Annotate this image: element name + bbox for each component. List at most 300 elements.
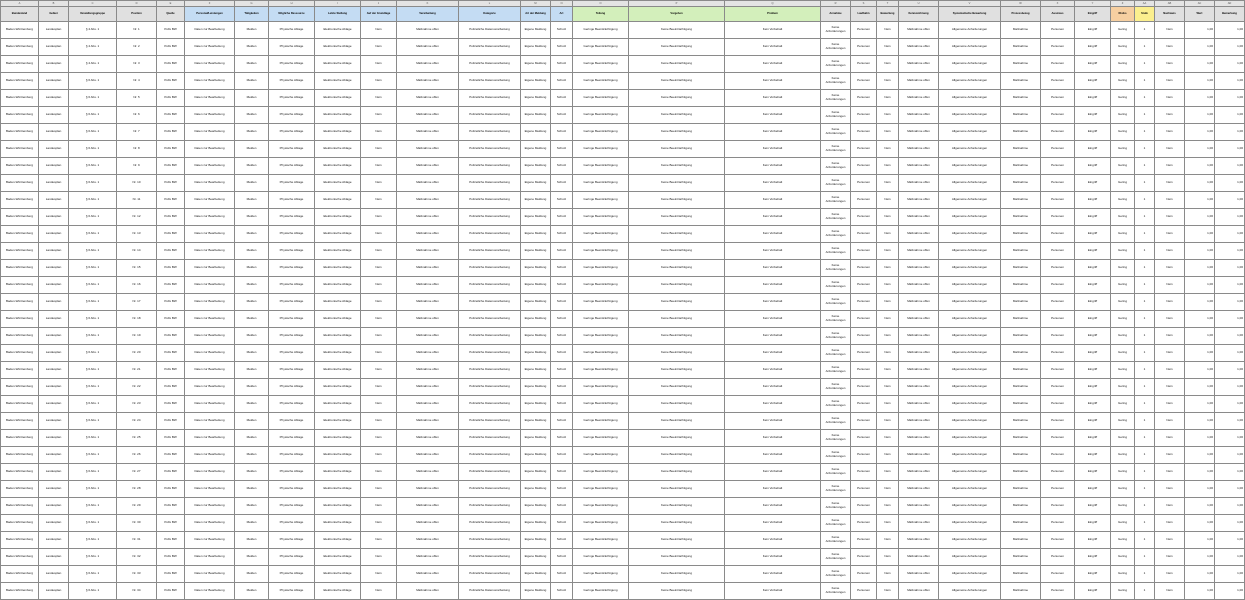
- table-cell[interactable]: Maßnahme: [1001, 276, 1041, 293]
- table-cell[interactable]: Personen: [851, 225, 877, 242]
- table-cell[interactable]: 1,00: [1185, 412, 1215, 429]
- table-cell[interactable]: 1,00: [1185, 55, 1215, 72]
- table-cell[interactable]: Nein: [361, 259, 397, 276]
- table-cell[interactable]: Eingriff: [1075, 123, 1111, 140]
- table-cell[interactable]: Polizeiliche Datenverarbeitung: [459, 174, 521, 191]
- table-cell[interactable]: Eingriff: [1075, 259, 1111, 276]
- table-cell[interactable]: Eigene Meldung: [521, 174, 551, 191]
- table-cell[interactable]: 1: [1135, 225, 1155, 242]
- table-cell[interactable]: Maßnahme offen: [397, 140, 459, 157]
- table-cell[interactable]: Gering: [1111, 395, 1135, 412]
- table-cell[interactable]: Baden-Württemberg: [1, 480, 39, 497]
- table-cell[interactable]: Gering: [1111, 565, 1135, 582]
- table-cell[interactable]: Personen: [1041, 259, 1075, 276]
- table-cell[interactable]: Keine Beeinträchtigung: [629, 174, 725, 191]
- table-cell[interactable]: Eingriff: [1075, 412, 1111, 429]
- table-cell[interactable]: Kein Vorbehalt: [725, 565, 821, 582]
- column-header[interactable]: Verarbeitung: [397, 7, 459, 22]
- table-cell[interactable]: Nein: [877, 497, 899, 514]
- table-cell[interactable]: Nr. 6: [117, 106, 157, 123]
- table-cell[interactable]: 1,00: [1215, 242, 1245, 259]
- table-cell[interactable]: Maßnahme offen: [899, 106, 939, 123]
- table-cell[interactable]: Nein: [1155, 344, 1185, 361]
- table-cell[interactable]: Geringe Beeinträchtigung: [573, 72, 629, 89]
- table-cell[interactable]: Eingriff: [1075, 89, 1111, 106]
- table-cell[interactable]: Maßnahme: [1001, 55, 1041, 72]
- table-cell[interactable]: Nr. 34: [117, 582, 157, 599]
- table-cell[interactable]: Baden-Württemberg: [1, 395, 39, 412]
- table-cell[interactable]: Daten zur Bearbeitung: [185, 361, 235, 378]
- table-cell[interactable]: Melden: [235, 565, 269, 582]
- table-cell[interactable]: Daten zur Bearbeitung: [185, 310, 235, 327]
- table-cell[interactable]: 1: [1135, 259, 1155, 276]
- table-cell[interactable]: Geringe Beeinträchtigung: [573, 140, 629, 157]
- table-cell[interactable]: Nein: [361, 89, 397, 106]
- table-cell[interactable]: Personen: [851, 514, 877, 531]
- table-cell[interactable]: Elektronische Ablage: [315, 463, 361, 480]
- table-cell[interactable]: Eingriff: [1075, 157, 1111, 174]
- table-cell[interactable]: Melden: [235, 497, 269, 514]
- table-cell[interactable]: Landesplan: [39, 276, 69, 293]
- table-cell[interactable]: 1: [1135, 429, 1155, 446]
- column-letter[interactable]: W: [1001, 1, 1041, 7]
- table-cell[interactable]: Personen: [851, 38, 877, 55]
- table-cell[interactable]: Gering: [1111, 548, 1135, 565]
- table-cell[interactable]: 1,00: [1185, 293, 1215, 310]
- table-cell[interactable]: Allgemeine Anforderungen: [939, 259, 1001, 276]
- column-header[interactable]: Laufbahn: [851, 7, 877, 22]
- table-cell[interactable]: Nr. 26: [117, 446, 157, 463]
- table-cell[interactable]: PolG BW: [157, 395, 185, 412]
- table-cell[interactable]: Nein: [1155, 191, 1185, 208]
- table-cell[interactable]: Keine Anforderungen: [821, 123, 851, 140]
- table-cell[interactable]: Keine Anforderungen: [821, 361, 851, 378]
- table-cell[interactable]: Nein: [1155, 446, 1185, 463]
- table-cell[interactable]: Physische Ablage: [269, 446, 315, 463]
- table-cell[interactable]: Kein Vorbehalt: [725, 497, 821, 514]
- table-cell[interactable]: Maßnahme: [1001, 191, 1041, 208]
- table-cell[interactable]: Keine Beeinträchtigung: [629, 140, 725, 157]
- table-cell[interactable]: Nein: [361, 395, 397, 412]
- column-header[interactable]: Prozessbezug: [1001, 7, 1041, 22]
- table-cell[interactable]: Nein: [361, 55, 397, 72]
- table-cell[interactable]: Eingriff: [1075, 344, 1111, 361]
- table-cell[interactable]: Allgemeine Anforderungen: [939, 582, 1001, 599]
- table-cell[interactable]: Nr. 31: [117, 531, 157, 548]
- table-cell[interactable]: Elektronische Ablage: [315, 259, 361, 276]
- table-cell[interactable]: Keine Anforderungen: [821, 344, 851, 361]
- table-cell[interactable]: Personen: [1041, 72, 1075, 89]
- table-cell[interactable]: Geringe Beeinträchtigung: [573, 361, 629, 378]
- table-cell[interactable]: Polizeiliche Datenverarbeitung: [459, 106, 521, 123]
- column-header[interactable]: Auf der Grundlage: [361, 7, 397, 22]
- table-cell[interactable]: Melden: [235, 259, 269, 276]
- table-cell[interactable]: Nein: [361, 140, 397, 157]
- table-cell[interactable]: Allgemeine Anforderungen: [939, 242, 1001, 259]
- table-cell[interactable]: Maßnahme: [1001, 225, 1041, 242]
- table-cell[interactable]: Kein Vorbehalt: [725, 21, 821, 38]
- table-cell[interactable]: Maßnahme: [1001, 140, 1041, 157]
- table-cell[interactable]: Eingriff: [1075, 582, 1111, 599]
- table-cell[interactable]: § 6 Abs. 1: [69, 123, 117, 140]
- table-cell[interactable]: Melden: [235, 514, 269, 531]
- table-cell[interactable]: Schutz: [551, 361, 573, 378]
- table-cell[interactable]: Eigene Meldung: [521, 140, 551, 157]
- table-cell[interactable]: Personen: [1041, 225, 1075, 242]
- table-cell[interactable]: Kein Vorbehalt: [725, 72, 821, 89]
- table-cell[interactable]: Schutz: [551, 89, 573, 106]
- table-cell[interactable]: PolG BW: [157, 429, 185, 446]
- table-cell[interactable]: Maßnahme offen: [899, 191, 939, 208]
- table-cell[interactable]: Eigene Meldung: [521, 582, 551, 599]
- table-cell[interactable]: 1,00: [1215, 21, 1245, 38]
- table-cell[interactable]: Elektronische Ablage: [315, 378, 361, 395]
- table-cell[interactable]: Gering: [1111, 225, 1135, 242]
- table-cell[interactable]: § 6 Abs. 1: [69, 463, 117, 480]
- table-cell[interactable]: Personen: [851, 497, 877, 514]
- table-cell[interactable]: Allgemeine Anforderungen: [939, 429, 1001, 446]
- table-cell[interactable]: § 6 Abs. 1: [69, 412, 117, 429]
- table-cell[interactable]: § 6 Abs. 1: [69, 361, 117, 378]
- table-cell[interactable]: 1,00: [1185, 225, 1215, 242]
- table-cell[interactable]: Daten zur Bearbeitung: [185, 21, 235, 38]
- table-cell[interactable]: Keine Beeinträchtigung: [629, 259, 725, 276]
- table-cell[interactable]: PolG BW: [157, 21, 185, 38]
- table-cell[interactable]: Eingriff: [1075, 242, 1111, 259]
- table-cell[interactable]: Maßnahme offen: [899, 242, 939, 259]
- table-cell[interactable]: Maßnahme: [1001, 72, 1041, 89]
- table-cell[interactable]: Polizeiliche Datenverarbeitung: [459, 276, 521, 293]
- table-cell[interactable]: Maßnahme offen: [899, 480, 939, 497]
- table-cell[interactable]: PolG BW: [157, 276, 185, 293]
- table-cell[interactable]: Baden-Württemberg: [1, 208, 39, 225]
- table-cell[interactable]: Daten zur Bearbeitung: [185, 123, 235, 140]
- table-cell[interactable]: Nein: [361, 72, 397, 89]
- column-header[interactable]: Kategorie: [459, 7, 521, 22]
- table-cell[interactable]: 1,00: [1185, 157, 1215, 174]
- table-cell[interactable]: Personen: [1041, 89, 1075, 106]
- table-cell[interactable]: Eigene Meldung: [521, 72, 551, 89]
- table-cell[interactable]: Personen: [1041, 565, 1075, 582]
- table-cell[interactable]: 1,00: [1215, 140, 1245, 157]
- table-cell[interactable]: Eingriff: [1075, 327, 1111, 344]
- table-cell[interactable]: Melden: [235, 412, 269, 429]
- table-cell[interactable]: Maßnahme offen: [397, 497, 459, 514]
- table-cell[interactable]: Maßnahme offen: [397, 157, 459, 174]
- table-cell[interactable]: 1,00: [1185, 514, 1215, 531]
- table-cell[interactable]: Polizeiliche Datenverarbeitung: [459, 514, 521, 531]
- table-cell[interactable]: § 6 Abs. 1: [69, 378, 117, 395]
- table-cell[interactable]: Nein: [877, 531, 899, 548]
- table-cell[interactable]: Eigene Meldung: [521, 395, 551, 412]
- column-header[interactable]: Tätigkeiten: [235, 7, 269, 22]
- table-cell[interactable]: 1: [1135, 72, 1155, 89]
- table-cell[interactable]: 1,00: [1215, 497, 1245, 514]
- table-cell[interactable]: 1: [1135, 344, 1155, 361]
- table-cell[interactable]: Keine Beeinträchtigung: [629, 497, 725, 514]
- table-cell[interactable]: Personen: [851, 565, 877, 582]
- table-cell[interactable]: Melden: [235, 55, 269, 72]
- table-cell[interactable]: Personen: [1041, 327, 1075, 344]
- table-cell[interactable]: Nein: [361, 38, 397, 55]
- table-cell[interactable]: Polizeiliche Datenverarbeitung: [459, 531, 521, 548]
- table-cell[interactable]: Elektronische Ablage: [315, 395, 361, 412]
- table-cell[interactable]: Eingriff: [1075, 531, 1111, 548]
- table-cell[interactable]: Maßnahme offen: [899, 463, 939, 480]
- table-cell[interactable]: § 6 Abs. 1: [69, 72, 117, 89]
- table-cell[interactable]: Gering: [1111, 361, 1135, 378]
- table-cell[interactable]: 1,00: [1185, 395, 1215, 412]
- table-cell[interactable]: 1: [1135, 208, 1155, 225]
- table-cell[interactable]: Nr. 15: [117, 259, 157, 276]
- column-letter[interactable]: C: [69, 1, 117, 7]
- table-cell[interactable]: Schutz: [551, 55, 573, 72]
- table-cell[interactable]: Kein Vorbehalt: [725, 242, 821, 259]
- table-cell[interactable]: Gering: [1111, 514, 1135, 531]
- column-header[interactable]: Nachweis: [1155, 7, 1185, 22]
- table-cell[interactable]: Nein: [877, 361, 899, 378]
- table-cell[interactable]: Elektronische Ablage: [315, 497, 361, 514]
- column-letter[interactable]: T: [877, 1, 899, 7]
- table-cell[interactable]: Baden-Württemberg: [1, 582, 39, 599]
- table-cell[interactable]: Maßnahme offen: [899, 412, 939, 429]
- column-letter[interactable]: K: [397, 1, 459, 7]
- column-letter[interactable]: Z: [1111, 1, 1135, 7]
- table-cell[interactable]: Gering: [1111, 412, 1135, 429]
- table-cell[interactable]: Baden-Württemberg: [1, 429, 39, 446]
- table-cell[interactable]: Nr. 10: [117, 174, 157, 191]
- table-cell[interactable]: Kein Vorbehalt: [725, 429, 821, 446]
- table-cell[interactable]: Maßnahme offen: [899, 174, 939, 191]
- table-cell[interactable]: Gering: [1111, 531, 1135, 548]
- table-cell[interactable]: Physische Ablage: [269, 259, 315, 276]
- column-header[interactable]: Mögliche Ressource: [269, 7, 315, 22]
- table-cell[interactable]: Allgemeine Anforderungen: [939, 276, 1001, 293]
- table-cell[interactable]: Schutz: [551, 276, 573, 293]
- table-cell[interactable]: Personen: [1041, 276, 1075, 293]
- table-cell[interactable]: Melden: [235, 106, 269, 123]
- table-cell[interactable]: Eingriff: [1075, 361, 1111, 378]
- table-cell[interactable]: Maßnahme offen: [397, 514, 459, 531]
- table-cell[interactable]: Schutz: [551, 565, 573, 582]
- table-cell[interactable]: Landesplan: [39, 21, 69, 38]
- table-cell[interactable]: Daten zur Bearbeitung: [185, 140, 235, 157]
- table-cell[interactable]: Elektronische Ablage: [315, 327, 361, 344]
- table-cell[interactable]: PolG BW: [157, 106, 185, 123]
- table-cell[interactable]: Maßnahme offen: [397, 531, 459, 548]
- table-cell[interactable]: Allgemeine Anforderungen: [939, 480, 1001, 497]
- table-cell[interactable]: Nein: [361, 310, 397, 327]
- table-cell[interactable]: Keine Beeinträchtigung: [629, 208, 725, 225]
- table-cell[interactable]: Landesplan: [39, 38, 69, 55]
- table-cell[interactable]: Elektronische Ablage: [315, 531, 361, 548]
- table-cell[interactable]: Eingriff: [1075, 514, 1111, 531]
- table-cell[interactable]: Schutz: [551, 208, 573, 225]
- table-cell[interactable]: Maßnahme offen: [397, 174, 459, 191]
- table-cell[interactable]: Nein: [877, 174, 899, 191]
- table-cell[interactable]: § 6 Abs. 1: [69, 565, 117, 582]
- table-cell[interactable]: Maßnahme offen: [397, 480, 459, 497]
- table-cell[interactable]: Allgemeine Anforderungen: [939, 191, 1001, 208]
- table-cell[interactable]: Schutz: [551, 310, 573, 327]
- table-cell[interactable]: Geringe Beeinträchtigung: [573, 191, 629, 208]
- table-cell[interactable]: Elektronische Ablage: [315, 191, 361, 208]
- table-cell[interactable]: Allgemeine Anforderungen: [939, 565, 1001, 582]
- table-cell[interactable]: Allgemeine Anforderungen: [939, 157, 1001, 174]
- table-cell[interactable]: 1,00: [1185, 310, 1215, 327]
- table-cell[interactable]: PolG BW: [157, 531, 185, 548]
- table-cell[interactable]: Kein Vorbehalt: [725, 378, 821, 395]
- table-cell[interactable]: Allgemeine Anforderungen: [939, 497, 1001, 514]
- table-cell[interactable]: Gering: [1111, 38, 1135, 55]
- table-cell[interactable]: 1: [1135, 123, 1155, 140]
- column-letter[interactable]: O: [573, 1, 629, 7]
- table-cell[interactable]: Physische Ablage: [269, 429, 315, 446]
- column-header[interactable]: Letzte Stellung: [315, 7, 361, 22]
- table-cell[interactable]: § 6 Abs. 1: [69, 242, 117, 259]
- table-cell[interactable]: Keine Anforderungen: [821, 242, 851, 259]
- table-cell[interactable]: Allgemeine Anforderungen: [939, 140, 1001, 157]
- table-cell[interactable]: Nein: [361, 344, 397, 361]
- table-cell[interactable]: Geringe Beeinträchtigung: [573, 21, 629, 38]
- table-cell[interactable]: Personen: [1041, 514, 1075, 531]
- table-cell[interactable]: Nr. 17: [117, 293, 157, 310]
- table-cell[interactable]: Baden-Württemberg: [1, 106, 39, 123]
- table-cell[interactable]: Maßnahme: [1001, 497, 1041, 514]
- table-cell[interactable]: Gering: [1111, 344, 1135, 361]
- table-cell[interactable]: Schutz: [551, 497, 573, 514]
- table-cell[interactable]: Keine Anforderungen: [821, 21, 851, 38]
- table-cell[interactable]: Elektronische Ablage: [315, 123, 361, 140]
- table-cell[interactable]: 1,00: [1215, 123, 1245, 140]
- table-cell[interactable]: Schutz: [551, 123, 573, 140]
- table-cell[interactable]: PolG BW: [157, 140, 185, 157]
- table-cell[interactable]: Melden: [235, 480, 269, 497]
- table-cell[interactable]: Nein: [361, 497, 397, 514]
- table-cell[interactable]: Physische Ablage: [269, 21, 315, 38]
- table-cell[interactable]: Melden: [235, 327, 269, 344]
- table-cell[interactable]: Maßnahme offen: [397, 123, 459, 140]
- table-cell[interactable]: Nein: [1155, 361, 1185, 378]
- table-cell[interactable]: Nein: [877, 429, 899, 446]
- table-cell[interactable]: 1,00: [1215, 395, 1245, 412]
- table-cell[interactable]: Personen: [851, 55, 877, 72]
- table-cell[interactable]: Baden-Württemberg: [1, 463, 39, 480]
- table-cell[interactable]: Schutz: [551, 21, 573, 38]
- table-cell[interactable]: Landesplan: [39, 310, 69, 327]
- column-letter[interactable]: M: [521, 1, 551, 7]
- table-cell[interactable]: Landesplan: [39, 395, 69, 412]
- column-letter[interactable]: P: [629, 1, 725, 7]
- table-cell[interactable]: Kein Vorbehalt: [725, 140, 821, 157]
- table-cell[interactable]: Nein: [1155, 174, 1185, 191]
- table-cell[interactable]: Personen: [851, 208, 877, 225]
- column-letter[interactable]: H: [269, 1, 315, 7]
- table-cell[interactable]: PolG BW: [157, 157, 185, 174]
- table-cell[interactable]: Polizeiliche Datenverarbeitung: [459, 344, 521, 361]
- table-cell[interactable]: Nein: [1155, 293, 1185, 310]
- table-cell[interactable]: PolG BW: [157, 89, 185, 106]
- table-cell[interactable]: Daten zur Bearbeitung: [185, 531, 235, 548]
- table-cell[interactable]: Maßnahme offen: [397, 361, 459, 378]
- table-cell[interactable]: 1,00: [1215, 157, 1245, 174]
- table-cell[interactable]: Nein: [1155, 582, 1185, 599]
- table-cell[interactable]: Keine Anforderungen: [821, 208, 851, 225]
- table-cell[interactable]: Physische Ablage: [269, 514, 315, 531]
- table-cell[interactable]: Nr. 18: [117, 310, 157, 327]
- table-cell[interactable]: Melden: [235, 548, 269, 565]
- table-cell[interactable]: Geringe Beeinträchtigung: [573, 514, 629, 531]
- table-cell[interactable]: Allgemeine Anforderungen: [939, 225, 1001, 242]
- table-cell[interactable]: Gering: [1111, 259, 1135, 276]
- table-cell[interactable]: Nr. 13: [117, 225, 157, 242]
- table-cell[interactable]: Polizeiliche Datenverarbeitung: [459, 191, 521, 208]
- table-cell[interactable]: Polizeiliche Datenverarbeitung: [459, 429, 521, 446]
- table-cell[interactable]: Geringe Beeinträchtigung: [573, 276, 629, 293]
- table-cell[interactable]: Personen: [851, 361, 877, 378]
- table-cell[interactable]: 1,00: [1185, 344, 1215, 361]
- table-cell[interactable]: 1: [1135, 446, 1155, 463]
- table-cell[interactable]: Nein: [1155, 21, 1185, 38]
- table-cell[interactable]: Eingriff: [1075, 446, 1111, 463]
- table-cell[interactable]: Nein: [361, 378, 397, 395]
- table-cell[interactable]: Nein: [877, 157, 899, 174]
- table-cell[interactable]: Landesplan: [39, 514, 69, 531]
- table-cell[interactable]: Landesplan: [39, 344, 69, 361]
- table-cell[interactable]: Eigene Meldung: [521, 38, 551, 55]
- table-cell[interactable]: Personen: [851, 174, 877, 191]
- table-cell[interactable]: Nr. 7: [117, 123, 157, 140]
- table-cell[interactable]: Schutz: [551, 327, 573, 344]
- table-cell[interactable]: Personen: [1041, 412, 1075, 429]
- table-cell[interactable]: Nein: [1155, 548, 1185, 565]
- column-header[interactable]: Teilung: [573, 7, 629, 22]
- table-cell[interactable]: Nein: [1155, 72, 1185, 89]
- table-cell[interactable]: Physische Ablage: [269, 174, 315, 191]
- table-cell[interactable]: Eingriff: [1075, 55, 1111, 72]
- table-cell[interactable]: Eingriff: [1075, 276, 1111, 293]
- table-cell[interactable]: Maßnahme offen: [899, 208, 939, 225]
- table-cell[interactable]: Personen: [1041, 548, 1075, 565]
- table-cell[interactable]: Personen: [1041, 21, 1075, 38]
- table-cell[interactable]: § 6 Abs. 1: [69, 480, 117, 497]
- table-cell[interactable]: Kein Vorbehalt: [725, 514, 821, 531]
- table-cell[interactable]: Schutz: [551, 293, 573, 310]
- table-cell[interactable]: Elektronische Ablage: [315, 446, 361, 463]
- table-cell[interactable]: 1,00: [1185, 89, 1215, 106]
- table-cell[interactable]: Nein: [877, 140, 899, 157]
- table-cell[interactable]: Personen: [851, 395, 877, 412]
- table-cell[interactable]: Personen: [851, 21, 877, 38]
- column-letter[interactable]: AB: [1155, 1, 1185, 7]
- table-cell[interactable]: Eigene Meldung: [521, 293, 551, 310]
- table-cell[interactable]: Nr. 11: [117, 191, 157, 208]
- table-cell[interactable]: Kein Vorbehalt: [725, 412, 821, 429]
- column-header[interactable]: Stufe: [1135, 7, 1155, 22]
- table-cell[interactable]: Melden: [235, 208, 269, 225]
- column-header[interactable]: Art der Meldung: [521, 7, 551, 22]
- table-cell[interactable]: Eingriff: [1075, 429, 1111, 446]
- table-cell[interactable]: Elektronische Ablage: [315, 480, 361, 497]
- table-cell[interactable]: Keine Anforderungen: [821, 55, 851, 72]
- table-cell[interactable]: Allgemeine Anforderungen: [939, 548, 1001, 565]
- table-cell[interactable]: Nein: [361, 412, 397, 429]
- table-cell[interactable]: Eigene Meldung: [521, 548, 551, 565]
- table-cell[interactable]: 1,00: [1185, 531, 1215, 548]
- table-cell[interactable]: Polizeiliche Datenverarbeitung: [459, 310, 521, 327]
- table-cell[interactable]: Kein Vorbehalt: [725, 225, 821, 242]
- table-cell[interactable]: Personen: [1041, 293, 1075, 310]
